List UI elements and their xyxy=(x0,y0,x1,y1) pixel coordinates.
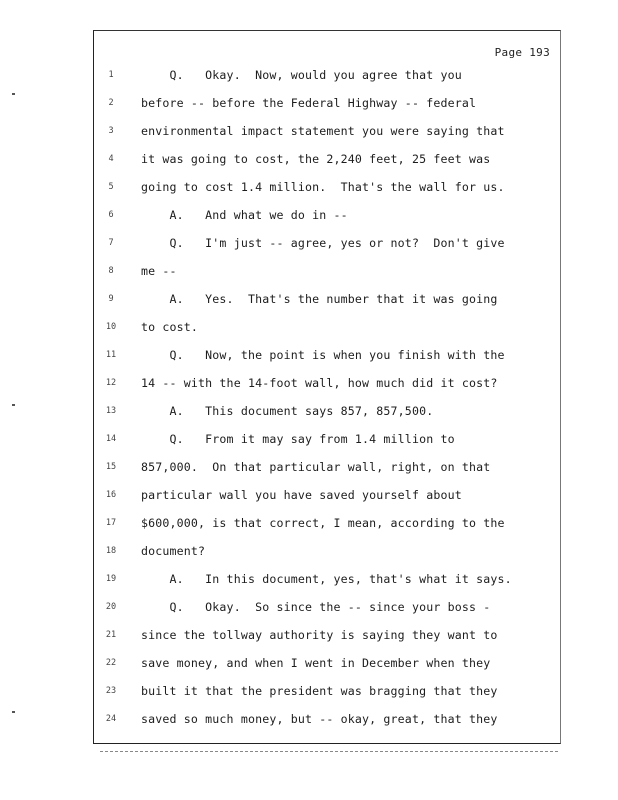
line-number: 15 xyxy=(105,462,117,472)
line-number: 5 xyxy=(108,182,114,192)
line-number: 14 xyxy=(105,434,117,444)
line-text: going to cost 1.4 million. That's the wall for us. xyxy=(141,180,505,194)
transcript-line xyxy=(94,513,560,533)
line-text: A. This document says 857, 857,500. xyxy=(141,404,434,418)
transcript-line xyxy=(94,541,560,561)
line-text: Q. I'm just -- agree, yes or not? Don't give xyxy=(141,236,505,250)
transcript-line xyxy=(94,485,560,505)
line-number: 18 xyxy=(105,546,117,556)
left-margin-mark xyxy=(12,404,15,406)
line-text: save money, and when I went in December when they xyxy=(141,656,491,670)
transcript-line xyxy=(94,121,560,141)
transcript-line xyxy=(94,569,560,589)
line-text: environmental impact statement you were saying that xyxy=(141,124,505,138)
line-text: since the tollway authority is saying they want to xyxy=(141,628,498,642)
line-text: Q. Now, the point is when you finish with the xyxy=(141,348,505,362)
line-number: 21 xyxy=(105,630,117,640)
line-text: Q. From it may say from 1.4 million to xyxy=(141,432,455,446)
transcript-line xyxy=(94,177,560,197)
line-text: me -- xyxy=(141,264,177,278)
line-text: saved so much money, but -- okay, great, that they xyxy=(141,712,498,726)
line-number: 22 xyxy=(105,658,117,668)
line-text: A. In this document, yes, that's what it says. xyxy=(141,572,512,586)
transcript-line xyxy=(94,149,560,169)
line-number: 19 xyxy=(105,574,117,584)
line-text: Q. Okay. Now, would you agree that you xyxy=(141,68,462,82)
transcript-line xyxy=(94,205,560,225)
line-number: 24 xyxy=(105,714,117,724)
transcript-line xyxy=(94,681,560,701)
bottom-rule xyxy=(100,751,558,752)
transcript-line xyxy=(94,401,560,421)
line-number: 1 xyxy=(108,70,114,80)
line-text: A. Yes. That's the number that it was going xyxy=(141,292,498,306)
transcript-line xyxy=(94,65,560,85)
transcript-body xyxy=(94,31,560,743)
transcript-line xyxy=(94,597,560,617)
line-text: particular wall you have saved yourself about xyxy=(141,488,462,502)
line-number: 20 xyxy=(105,602,117,612)
left-margin-mark xyxy=(12,711,15,713)
transcript-line xyxy=(94,653,560,673)
line-text: 857,000. On that particular wall, right, on that xyxy=(141,460,491,474)
transcript-page-frame xyxy=(93,30,561,744)
line-number: 13 xyxy=(105,406,117,416)
line-number: 16 xyxy=(105,490,117,500)
line-number: 3 xyxy=(108,126,114,136)
line-number: 6 xyxy=(108,210,114,220)
line-text: A. And what we do in -- xyxy=(141,208,348,222)
transcript-line xyxy=(94,345,560,365)
line-number: 23 xyxy=(105,686,117,696)
transcript-line xyxy=(94,233,560,253)
transcript-line xyxy=(94,625,560,645)
transcript-line xyxy=(94,373,560,393)
transcript-line xyxy=(94,261,560,281)
transcript-line xyxy=(94,289,560,309)
line-number: 7 xyxy=(108,238,114,248)
line-number: 17 xyxy=(105,518,117,528)
transcript-line xyxy=(94,93,560,113)
line-number: 10 xyxy=(105,322,117,332)
line-text: to cost. xyxy=(141,320,199,334)
line-number: 11 xyxy=(105,350,117,360)
transcript-line xyxy=(94,457,560,477)
line-number: 2 xyxy=(108,98,114,108)
page-number: Page 193 xyxy=(494,46,550,59)
left-margin-mark xyxy=(12,93,15,95)
transcript-line xyxy=(94,709,560,729)
line-text: Q. Okay. So since the -- since your boss - xyxy=(141,600,491,614)
line-number: 8 xyxy=(108,266,114,276)
line-text: 14 -- with the 14-foot wall, how much did it cost? xyxy=(141,376,498,390)
line-number: 4 xyxy=(108,154,114,164)
transcript-line xyxy=(94,317,560,337)
line-number: 12 xyxy=(105,378,117,388)
line-text: document? xyxy=(141,544,206,558)
line-text: before -- before the Federal Highway -- federal xyxy=(141,96,477,110)
line-text: it was going to cost, the 2,240 feet, 25 feet was xyxy=(141,152,491,166)
line-text: built it that the president was bragging that they xyxy=(141,684,498,698)
line-text: $600,000, is that correct, I mean, according to the xyxy=(141,516,505,530)
transcript-line xyxy=(94,429,560,449)
line-number: 9 xyxy=(108,294,114,304)
